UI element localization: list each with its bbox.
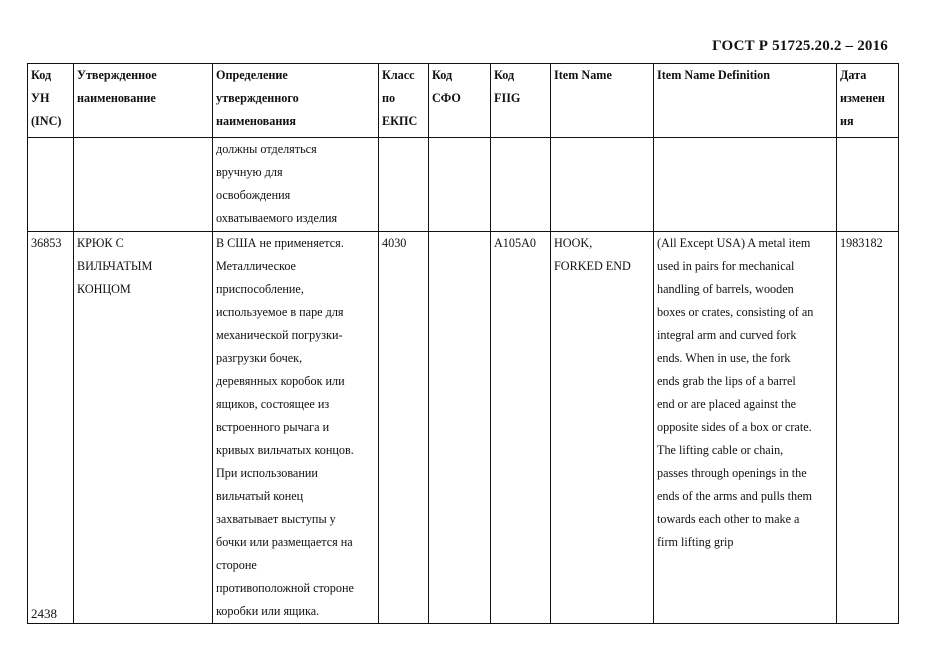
header-sfo-code: Код СФО: [429, 64, 491, 138]
header-fiig-code: Код FIIG: [491, 64, 551, 138]
cell-sfo-code: [429, 232, 491, 624]
table-row: [28, 232, 899, 624]
cell-definition: В США не применяется. Металлическое приспособление, используемое в паре для механической погрузки- разгрузки бочек, деревянных коробок или ящиков, состоящее из встроенного рычага и кривых вильчатых концов. При использовании вильчатый конец захватывает выступы у бочки или размещается на стороне противоположной стороне коробки или ящика.: [213, 232, 379, 624]
cell-inc: [28, 138, 74, 232]
cell-sfo-code: [429, 138, 491, 232]
header-item-name: Item Name: [551, 64, 654, 138]
document-code: ГОСТ Р 51725.20.2 – 2016: [712, 38, 888, 54]
header-definition: Определение утвержденного наименования: [213, 64, 379, 138]
cell-change-date: [837, 138, 899, 232]
cell-ekps-class: 4030: [379, 232, 429, 624]
cell-fiig-code: [491, 138, 551, 232]
cell-item-name-definition: (All Except USA) A metal item used in pairs for mechanical handling of barrels, wooden boxes or crates, consisting of an integral arm and curved fork ends. When in use, the fork ends grab the lips of a barrel end or are placed against the opposite sides of a box or crate. The lifting cable or chain, passes through openings in the ends of the arms and pulls them towards each other to make a firm lifting grip: [654, 232, 837, 624]
header-ekps-class: Класс по ЕКПС: [379, 64, 429, 138]
cell-fiig-code: A105A0: [491, 232, 551, 624]
cell-definition: должны отделяться вручную для освобождения охватываемого изделия: [213, 138, 379, 232]
header-item-name-definition: Item Name Definition: [654, 64, 837, 138]
cell-ekps-class: [379, 138, 429, 232]
cell-item-name: [551, 138, 654, 232]
cell-inc: 36853: [28, 232, 74, 624]
cell-approved-name: [74, 138, 213, 232]
cell-item-name: HOOK, FORKED END: [551, 232, 654, 624]
table-header-row: [28, 64, 899, 138]
item-table: [27, 63, 899, 624]
header-change-date: Дата изменен ия: [837, 64, 899, 138]
cell-item-name-definition: [654, 138, 837, 232]
table-row: [28, 138, 899, 232]
cell-change-date: 1983182: [837, 232, 899, 624]
header-approved-name: Утвержденное наименование: [74, 64, 213, 138]
page-number: 2438: [31, 606, 57, 621]
cell-approved-name: КРЮК С ВИЛЬЧАТЫМ КОНЦОМ: [74, 232, 213, 624]
header-inc: Код УН (INC): [28, 64, 74, 138]
